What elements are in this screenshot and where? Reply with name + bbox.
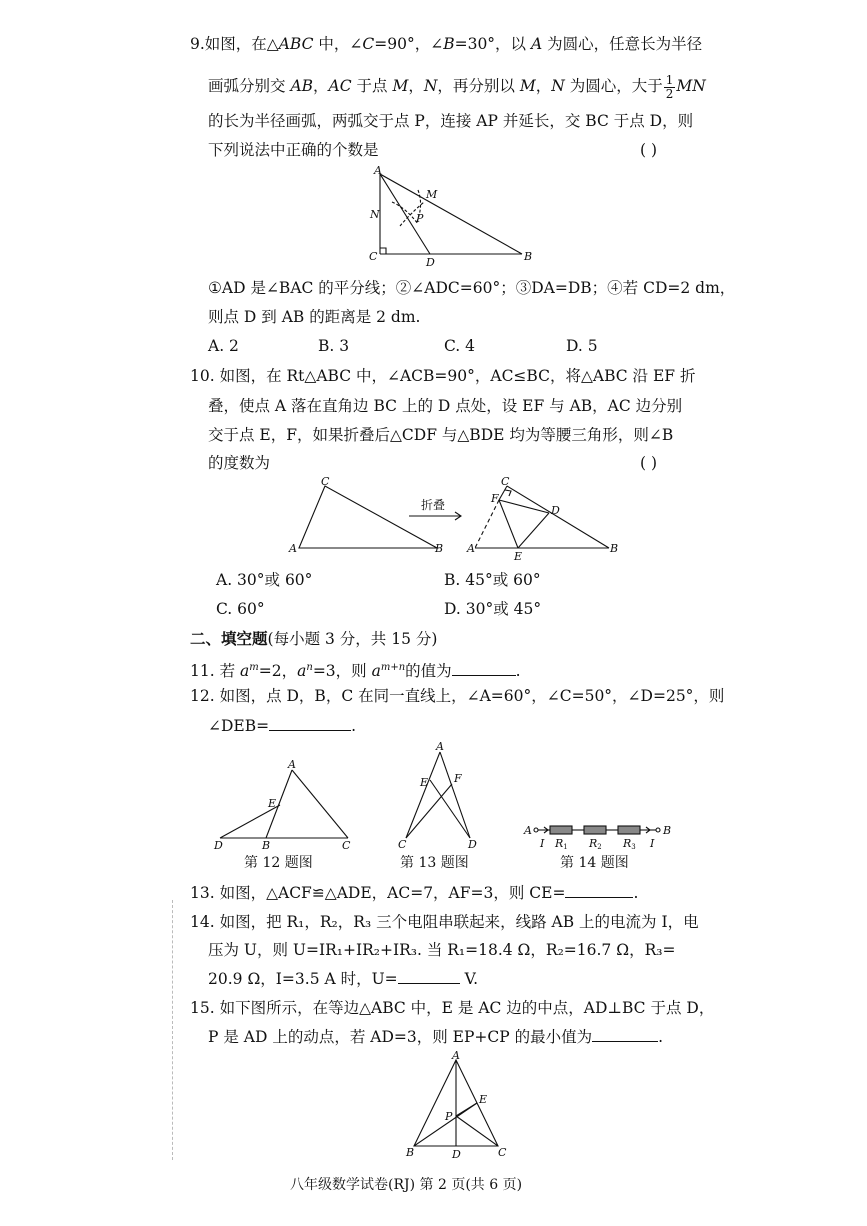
q9-text: =90°，∠ [374,35,444,53]
q14-text: 20.9 Ω，I=3.5 A 时，U= [208,970,398,988]
q9-line4: 下列说法中正确的个数是 [208,141,379,159]
q10-right-label-e: E [514,550,523,560]
q9-text: MN [676,77,706,95]
q15-label-p: P [445,1110,453,1123]
q14-line2: 压为 U，则 U=IR₁+IR₂+IR₃. 当 R₁=18.4 Ω，R₂=16.7 Ω，R₃= [208,941,676,959]
q9-text: C [362,35,375,53]
q15-label-e: E [479,1093,488,1106]
q12-text: ∠DEB= [208,717,270,735]
q9-option-c: C. 4 [444,337,476,355]
q9-label-a: A [374,164,382,177]
q13-figure [392,740,482,850]
q12-line1: 12. 如图，点 D，B，C 在同一直线上，∠A=60°，∠C=50°，∠D=25°，则 [190,687,725,705]
q11-exponent: m+n [380,662,406,673]
q9-option-b: B. 3 [318,337,350,355]
q14-resistor-r1 [550,826,572,834]
q11-text: a [297,662,307,681]
q14-label-r3: R3 [623,837,636,851]
q9-answer-paren: ( ) [640,141,658,159]
q12-label-c: C [342,839,351,850]
q10-option-c: C. 60° [216,600,265,618]
q10-folded-fa [475,500,499,548]
q15-figure [398,1050,510,1160]
q14-answer-blank[interactable] [398,969,460,984]
q15-text: . [658,1028,664,1046]
caption-fig-13: 第 13 题图 [400,855,469,871]
q14-line3 [208,969,478,989]
q15-label-c: C [498,1146,507,1159]
q11-text: a [371,662,381,681]
section-2-heading [190,629,437,649]
q9-option-d: D. 5 [566,337,598,355]
q10-right-label-f: F [491,492,499,505]
q9-option-a: A. 2 [208,337,239,355]
q9-text: =30°，以 [454,35,531,53]
q13-label-d: D [468,838,477,850]
q13-label-f: F [454,772,462,785]
q11-text: =2， [258,662,298,681]
q9-label-n: N [370,208,380,221]
q9-text: 为圆心，大于 [564,77,663,95]
q15-answer-blank[interactable] [592,1027,658,1042]
q10-right-label-d: D [551,504,560,517]
q10-left-label-c: C [321,476,330,488]
q9-label-c: C [369,250,378,263]
q15-text: P 是 AD 上的动点，若 AD=3，则 EP+CP 的最小值为 [208,1028,593,1046]
q9-text: ABC [278,35,314,53]
q9-label-m: M [426,188,438,201]
q9-text: AC [328,77,352,95]
q14-resistor-r3 [618,826,640,834]
q9-text: 中，∠ [313,35,363,53]
q10-option-a: A. 30°或 60° [216,571,313,589]
q13-segment-fc [406,784,452,838]
q12-side-ac [292,770,348,838]
q9-text: M [392,77,409,95]
q13-label-a: A [436,740,444,753]
q9-label-d: D [426,256,435,268]
q9-text: B [443,35,455,53]
q9-statements: ①AD 是∠BAC 的平分线；②∠ADC=60°；③DA=DB；④若 CD=2 dm， [208,279,736,297]
q14-circuit-figure [522,818,678,852]
q15-label-a: A [452,1050,460,1062]
q13-label-e: E [420,776,429,789]
caption-fig-14: 第 14 题图 [560,855,629,871]
section-2-title: 二、填空题 [190,629,268,648]
q9-figure [360,162,535,268]
q11-exponent: n [306,662,313,673]
q9-label-p: P [416,212,424,225]
q9-number: 9. [190,35,205,53]
q10-right-label-b: B [610,542,619,555]
q14-terminal-a [534,828,538,832]
q14-label-r1: R1 [555,837,568,851]
q9-line2 [208,72,706,101]
q13-answer-blank[interactable] [565,883,633,898]
section-2-note: (每小题 3 分，共 15 分) [267,630,438,648]
q10-side-cb [507,486,609,548]
q12-answer-blank[interactable] [269,716,351,731]
margin-dotted-line [172,900,173,1160]
q9-text: ， [408,77,424,95]
q9-text: ， [535,77,552,95]
q11-text: 的值为 [405,662,452,681]
q9-text: 画弧分别交 [208,77,291,95]
q10-figure [285,476,635,560]
q11-text: a [240,662,250,681]
q9-text: ，再分别以 [437,77,520,95]
q10-answer-paren: ( ) [640,454,658,472]
q11-answer-blank[interactable] [452,661,516,676]
q10-line4: 的度数为 [208,454,271,472]
q10-line3: 交于点 E，F，如果折叠后△CDF 与△BDE 均为等腰三角形，则∠B [208,426,674,444]
q10-original-triangle [299,486,437,548]
q13-label-c: C [398,838,407,850]
q9-statements-cont: 则点 D 到 AB 的距离是 2 dm. [208,308,421,326]
q10-left-label-b: B [435,542,444,555]
q11-text: 11. 若 [190,662,241,681]
caption-fig-12: 第 12 题图 [244,855,313,871]
page-footer: 八年级数学试卷(RJ) 第 2 页(共 6 页) [290,1177,523,1193]
q9-text: 为圆心，任意长为半径 [542,35,703,53]
q15-segment-pc [456,1116,498,1146]
q10-line1: 10. 如图，在 Rt△ABC 中，∠ACB=90°，AC≤BC，将△ABC 沿 EF 折 [190,367,696,385]
q14-label-i-left: I [540,837,545,850]
q10-option-d: D. 30°或 45° [444,600,542,618]
q10-option-b: B. 45°或 60° [444,571,541,589]
q9-text: N [423,77,438,95]
q12-line2 [208,716,356,736]
q15-label-d: D [452,1148,461,1160]
q10-line2: 叠，使点 A 落在直角边 BC 上的 D 点处，设 EF 与 AB，AC 边分别 [208,397,683,415]
q9-line3: 的长为半径画弧，两弧交于点 P，连接 AP 并延长，交 BC 于点 D，则 [208,112,694,130]
q11-exponent: m [249,662,259,673]
q10-left-label-a: A [289,542,297,555]
q13 [190,883,638,903]
fraction-numerator: 1 [665,72,674,87]
q14-label-b: B [663,824,672,837]
q9-right-angle-mark [380,248,386,254]
q10-fold-line-ef [499,500,518,548]
q12-label-a: A [288,758,296,771]
q11-text: =3，则 [312,662,372,681]
q15-line1: 15. 如下图所示，在等边△ABC 中，E 是 AC 边的中点，AD⊥BC 于点 D， [190,999,715,1017]
q12-label-b: B [262,839,271,850]
q14-terminal-b [656,828,660,832]
q9-text: ， [313,77,329,95]
q10-fold-label: 折叠 [421,498,446,512]
q13-side-ac [406,752,440,838]
q9-text: 如图，在△ [204,35,279,53]
q14-label-r2: R2 [589,837,602,851]
q10-segment-de [518,513,549,548]
q14-label-a: A [524,824,532,837]
q9-line1 [190,34,702,54]
q9-text: M [519,77,536,95]
q14-line1: 14. 如图，把 R₁，R₂，R₃ 三个电阻串联起来，线路 AB 上的电流为 I，电 [190,913,699,931]
q9-text: 于点 [351,77,393,95]
q11-text: . [515,662,521,681]
q13-segment-ed [430,780,470,838]
q14-text: V. [459,970,478,988]
q14-resistor-r2 [584,826,606,834]
q9-label-b: B [524,250,533,263]
q15-label-b: B [406,1146,415,1159]
q9-text: N [551,77,565,95]
q10-right-label-a: A [467,542,475,555]
fraction-one-half [664,74,676,101]
q11 [190,658,521,681]
fraction-denominator: 2 [665,86,674,101]
q9-text: AB [290,77,314,95]
q12-figure [208,758,356,850]
q12-label-d: D [214,839,223,850]
q13-side-ad [440,752,470,838]
q9-text: A [530,35,543,53]
q13-text: 13. 如图，△ACF≌△ADE，AC=7，AF=3，则 CE= [190,884,566,902]
q14-label-i-right: I [650,837,655,850]
q9-side-ab [380,174,522,254]
q10-side-cf [499,486,507,500]
q13-text: . [633,884,639,902]
q10-right-label-c: C [501,476,510,488]
q12-label-e: E [268,797,277,810]
q10-right-angle-mark [505,490,511,496]
q15-line2 [208,1027,663,1047]
q12-text: . [351,717,357,735]
